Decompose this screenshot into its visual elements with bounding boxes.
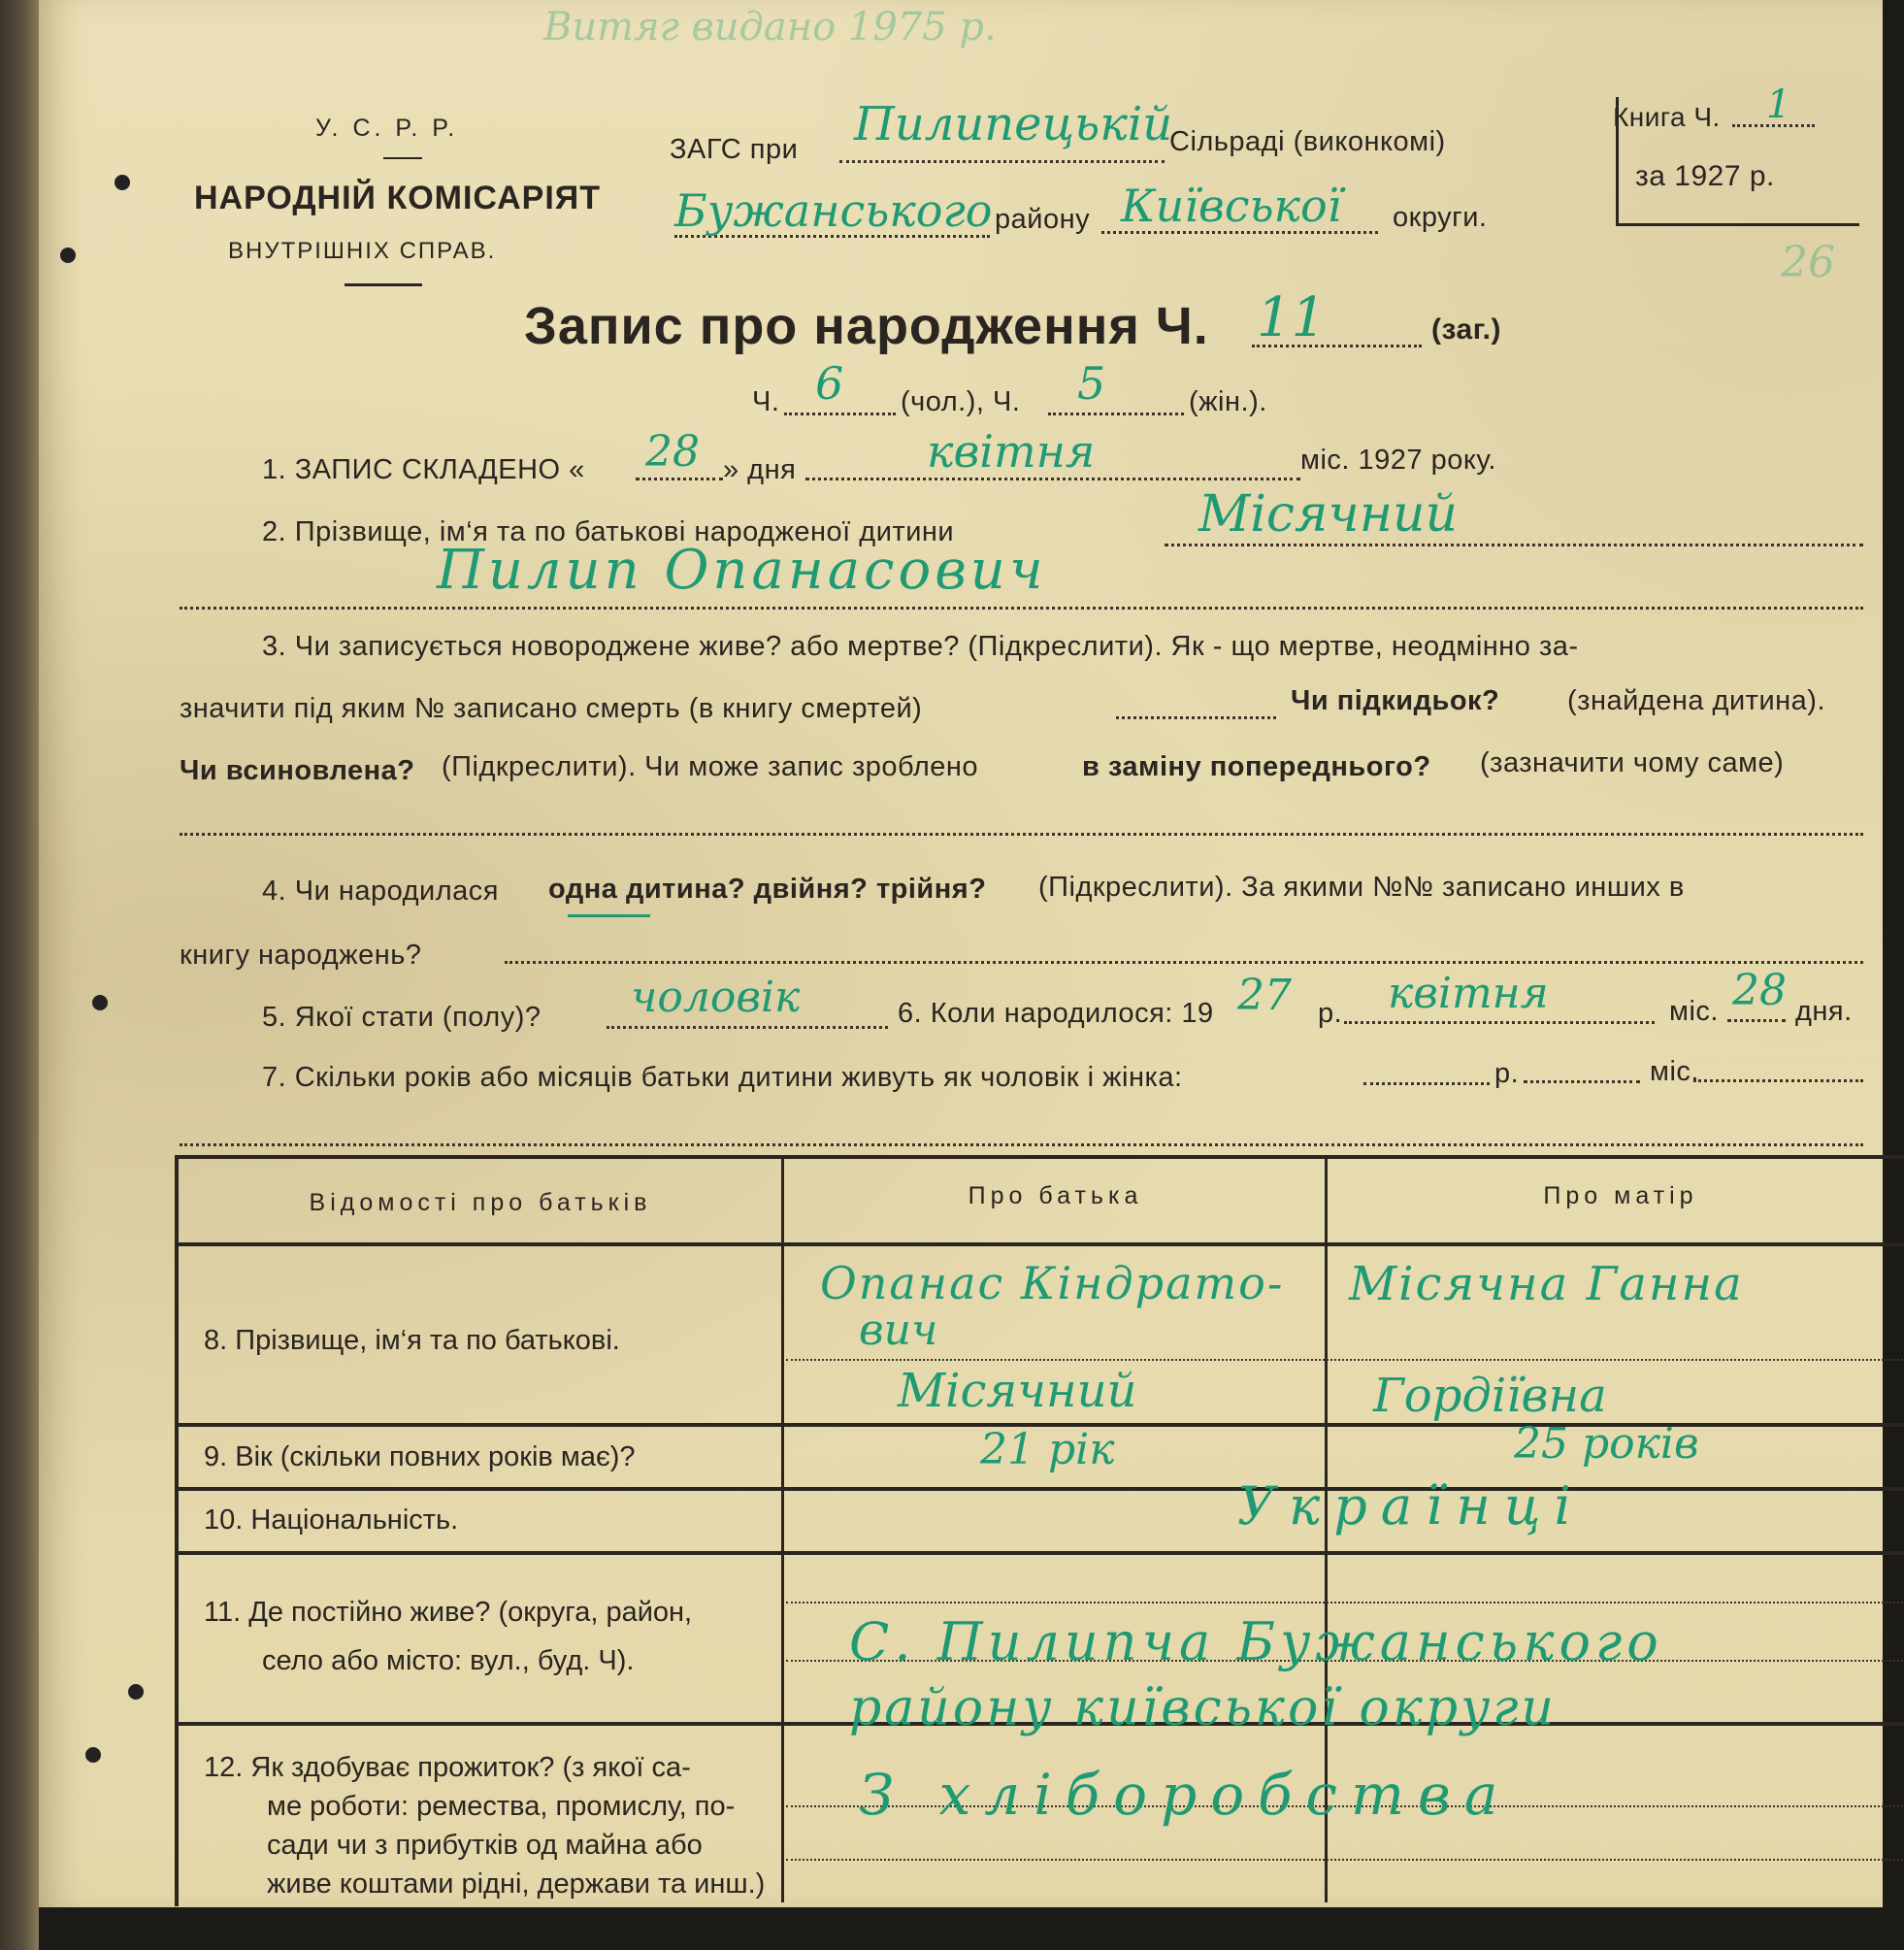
zags-suffix: Сільраді (виконкомі): [1169, 126, 1446, 157]
item7-r: р.: [1494, 1058, 1520, 1089]
record-number-value: 11: [1257, 286, 1327, 349]
top-note: Витяг видано 1975 р.: [543, 5, 997, 50]
row9-father-age: 21 рік: [980, 1425, 1115, 1474]
punch-hole: [60, 248, 76, 263]
item4-line1a: 4. Чи народилася: [262, 876, 499, 907]
item7-months-end: [1693, 1079, 1863, 1082]
female-number-field: [1048, 413, 1184, 415]
row8-label: 8. Прізвище, ім‘я та по батькові.: [204, 1325, 620, 1356]
dotted-rule: [786, 1359, 1904, 1361]
item6-month-value: квітня: [1388, 969, 1549, 1018]
item6-mis: міс.: [1669, 996, 1719, 1027]
item4-line1b: одна дитина? двійня? трійня?: [548, 874, 987, 905]
punch-hole: [128, 1684, 144, 1700]
punch-hole: [115, 175, 130, 190]
row9-mother-age: 25 років: [1514, 1419, 1699, 1469]
item3-line3d: (зазначити чому саме): [1480, 747, 1785, 778]
item1-month-value: квітня: [927, 425, 1096, 478]
district-value: Бужанського: [674, 184, 993, 237]
zags-village-value: Пилипецькій: [854, 97, 1173, 151]
header-parents-info: Відомості про батьків: [309, 1189, 652, 1216]
col-divider: [781, 1155, 784, 1902]
row11-address-line2: району київської округи: [849, 1679, 1558, 1737]
item2-name-value: Пилип Опанасович: [437, 539, 1047, 602]
row9-label: 9. Вік (скільки повних років має)?: [204, 1441, 636, 1472]
item2-label: 2. Прізвище, ім‘я та по батькові народженої дитини: [262, 516, 955, 547]
item6-label: 6. Коли народилося: 19: [898, 998, 1214, 1029]
dotted-rule: [786, 1602, 1904, 1603]
item7-line2: [180, 1143, 1863, 1146]
department-label: ВНУТРІШНІХ СПРАВ.: [228, 238, 497, 264]
punch-hole: [85, 1747, 101, 1763]
female-label: (жін.).: [1189, 386, 1267, 417]
book-label: Книга Ч.: [1613, 102, 1721, 132]
item7-label: 7. Скільки років або місяців батьки дитини живуть як чоловік і жінка:: [262, 1062, 1183, 1093]
item3-line3c: в заміну попереднього?: [1082, 751, 1431, 782]
dotted-rule: [786, 1859, 1904, 1861]
row-divider: [175, 1242, 1904, 1246]
item6-day-field: [1727, 1019, 1786, 1022]
item5-field: [607, 1026, 888, 1029]
item1-mid: » дня: [723, 454, 797, 485]
zags-village-field: [839, 160, 1165, 163]
header-mother: Про матір: [1543, 1182, 1698, 1209]
record-suffix: (заг.): [1431, 314, 1502, 346]
page-number: 26: [1781, 238, 1835, 287]
item6-r: р.: [1318, 998, 1343, 1029]
district-label: району: [995, 204, 1091, 235]
row11-label-line1: 11. Де постійно живе? (округа, район,: [204, 1597, 693, 1628]
item6-month-field: [1344, 1021, 1655, 1024]
commissariat-title: НАРОДНІЙ КОМІСАРІЯТ: [194, 180, 601, 216]
row8-father-line2: вич: [859, 1306, 938, 1355]
record-title: Запис про народження Ч.: [524, 297, 1209, 355]
book-binding: [0, 0, 39, 1950]
row12-label-line1: 12. Як здобуває прожиток? (з якої са-: [204, 1752, 691, 1783]
item6-year-value: 27: [1237, 971, 1292, 1020]
item3-line2a: значити під яким № записано смерть (в книгу смертей): [180, 693, 923, 724]
row11-label-line2: село або місто: вул., буд. Ч).: [262, 1645, 635, 1676]
item2-surname-value: Місячний: [1198, 485, 1459, 544]
item4-line1c: (Підкреслити). За якими №№ записано инших в: [1038, 872, 1685, 903]
male-number-value: 6: [815, 357, 844, 410]
divider: [383, 157, 422, 159]
book-number-value: 1: [1766, 83, 1791, 127]
row8-mother-line2: Гордіївна: [1373, 1369, 1607, 1423]
item3-line2b: Чи підкидьок?: [1291, 685, 1500, 716]
row10-nationality: Українці: [1237, 1475, 1585, 1537]
death-number-field: [1116, 716, 1276, 719]
item3-line2c: (знайдена дитина).: [1567, 685, 1826, 716]
row8-mother-line1: Місячна Ганна: [1349, 1257, 1744, 1311]
row8-father-line1: Опанас Кіндрато-: [820, 1257, 1285, 1309]
row12-label-line3: сади чи з прибутків од майна або: [267, 1830, 703, 1861]
item2-field: [1165, 544, 1863, 546]
item5-value: чоловік: [631, 973, 801, 1022]
underline-mark: [568, 914, 650, 917]
row12-livelihood: З хліборобства: [859, 1762, 1512, 1828]
item1-month-field: [805, 478, 1300, 480]
row12-label-line4: живе коштами рідні, держави та инш.): [267, 1868, 766, 1900]
divider: [345, 283, 422, 286]
row12-label-line2: ме роботи: ремества, промислу, по-: [267, 1791, 736, 1822]
row-divider: [175, 1487, 1904, 1491]
republic-label: У. С. Р. Р.: [315, 115, 459, 142]
okrug-label: округи.: [1393, 202, 1488, 233]
header-father: Про батька: [968, 1182, 1143, 1209]
row11-address-line1: С. Пилипча Бужанського: [849, 1611, 1663, 1672]
item2-field-line2: [180, 607, 1863, 610]
female-number-value: 5: [1077, 357, 1106, 410]
item3-line1: 3. Чи записується новороджене живе? або мертве? (Підкреслити). Як - що мертве, неодмінно за-: [262, 631, 1579, 662]
book-year: за 1927 р.: [1635, 160, 1775, 192]
ch-label: Ч.: [752, 386, 780, 417]
row8-father-line3: Місячний: [898, 1364, 1137, 1418]
okrug-value: Київської: [1121, 180, 1342, 232]
male-number-field: [784, 413, 896, 415]
item4-field: [505, 961, 1863, 964]
item7-months-field: [1524, 1080, 1640, 1083]
item3-line3b: (Підкреслити). Чи може запис зроблено: [442, 751, 979, 782]
zags-prefix: ЗАГС при: [670, 134, 799, 165]
item5-label: 5. Якої стати (полу)?: [262, 1002, 542, 1033]
item1-suffix: міс. 1927 року.: [1300, 445, 1496, 476]
row-divider: [175, 1551, 1904, 1555]
item3-reason-field: [180, 833, 1863, 836]
item3-line3a: Чи всиновлена?: [180, 755, 415, 786]
row10-label: 10. Національність.: [204, 1504, 459, 1536]
punch-hole: [92, 995, 108, 1010]
item1-day-value: 28: [645, 427, 700, 477]
document-page: [39, 0, 1883, 1907]
item7-mis: міс.: [1650, 1056, 1699, 1087]
item6-dnia: дня.: [1795, 996, 1853, 1027]
item4-line2: книгу народжень?: [180, 940, 422, 971]
male-label: (чол.), Ч.: [901, 386, 1021, 417]
item1-prefix: 1. ЗАПИС СКЛАДЕНО «: [262, 454, 585, 485]
item6-day-value: 28: [1732, 966, 1787, 1015]
item1-day-field: [636, 478, 723, 480]
item7-years-field: [1363, 1082, 1490, 1085]
